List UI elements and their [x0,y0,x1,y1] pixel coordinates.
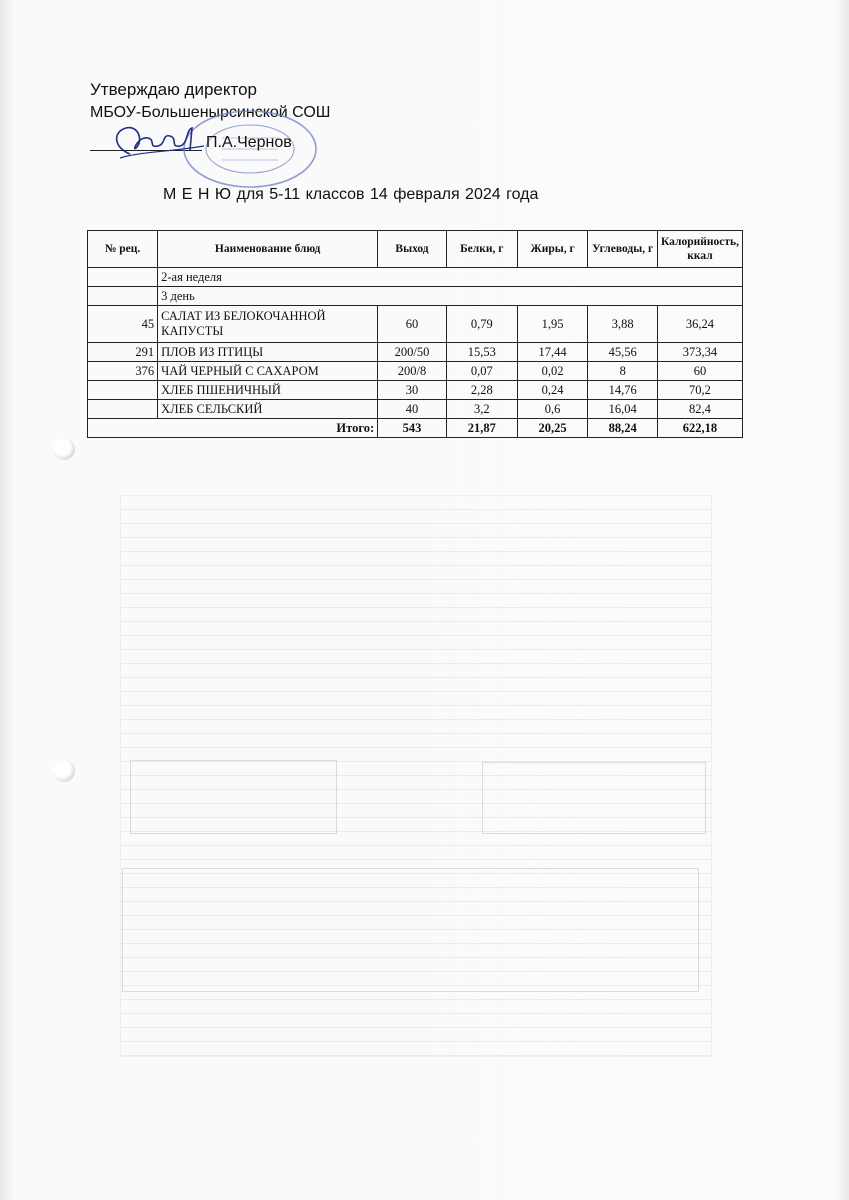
table-row [88,306,743,343]
total-row [88,419,743,438]
cell-rec: 291 [88,343,158,362]
cell-carbs: 45,56 [588,343,658,362]
menu-title: М Е Н Ю для 5-11 классов 14 февраля 2024 года [163,186,539,203]
col-header-output: Выход [378,231,447,268]
cell-kcal: 60 [657,362,742,381]
cell-rec [88,381,158,400]
cell-carbs: 8 [588,362,658,381]
cell-protein: 3,2 [446,400,517,419]
cell-fat: 0,24 [517,381,588,400]
cell-output: 30 [378,381,447,400]
total-protein: 21,87 [446,419,517,438]
cell-fat: 0,02 [517,362,588,381]
col-header-name: Наименование блюд [158,231,378,268]
cell-fat: 1,95 [517,306,588,343]
cell-rec [88,400,158,419]
cell-name: ХЛЕБ СЕЛЬСКИЙ [158,400,378,419]
week-row [88,268,743,287]
cell-name: САЛАТ ИЗ БЕЛОКОЧАННОЙ КАПУСТЫ [158,306,378,343]
cell-name: ЧАЙ ЧЕРНЫЙ С САХАРОМ [158,362,378,381]
cell-rec: 376 [88,362,158,381]
cell-carbs: 16,04 [588,400,658,419]
cell-carbs: 14,76 [588,381,658,400]
cell-kcal: 70,2 [657,381,742,400]
director-signature [108,118,208,164]
cell-name: ПЛОВ ИЗ ПТИЦЫ [158,343,378,362]
bleed-box-table [122,868,699,992]
cell-output: 200/50 [378,343,447,362]
col-header-fat: Жиры, г [517,231,588,268]
cell-protein: 0,07 [446,362,517,381]
cell-kcal: 82,4 [657,400,742,419]
table-row [88,400,743,419]
total-kcal: 622,18 [657,419,742,438]
bleed-box-right [482,762,706,834]
cell-kcal: 373,34 [657,343,742,362]
cell-output: 40 [378,400,447,419]
cell-protein: 0,79 [446,306,517,343]
col-header-carbs: Углеводы, г [588,231,658,268]
cell-carbs: 3,88 [588,306,658,343]
punch-hole-bottom [53,760,75,782]
bleed-box-left [130,760,337,834]
cell-name: ХЛЕБ ПШЕНИЧНЫЙ [158,381,378,400]
punch-hole-top [53,438,75,460]
total-output: 543 [378,419,447,438]
col-header-protein: Белки, г [446,231,517,268]
menu-table [87,230,743,438]
table-row [88,362,743,381]
total-label: Итого: [88,419,378,438]
table-row [88,381,743,400]
approval-line: Утверждаю директор [90,80,258,99]
table-row [88,343,743,362]
school-name: МБОУ-Большенырсинской СОШ [90,104,331,121]
week-label: 2-ая неделя [158,268,743,287]
cell-output: 200/8 [378,362,447,381]
cell-rec: 45 [88,306,158,343]
cell-protein: 2,28 [446,381,517,400]
day-label: 3 день [158,287,743,306]
col-header-kcal: Калорийность, ккал [657,231,742,268]
total-fat: 20,25 [517,419,588,438]
cell-kcal: 36,24 [657,306,742,343]
cell-fat: 17,44 [517,343,588,362]
total-carbs: 88,24 [588,419,658,438]
cell-output: 60 [378,306,447,343]
col-header-rec: № рец. [88,231,158,268]
table-header-row [88,231,743,268]
director-name: П.А.Чернов [206,134,292,151]
cell-protein: 15,53 [446,343,517,362]
cell-fat: 0,6 [517,400,588,419]
day-row [88,287,743,306]
